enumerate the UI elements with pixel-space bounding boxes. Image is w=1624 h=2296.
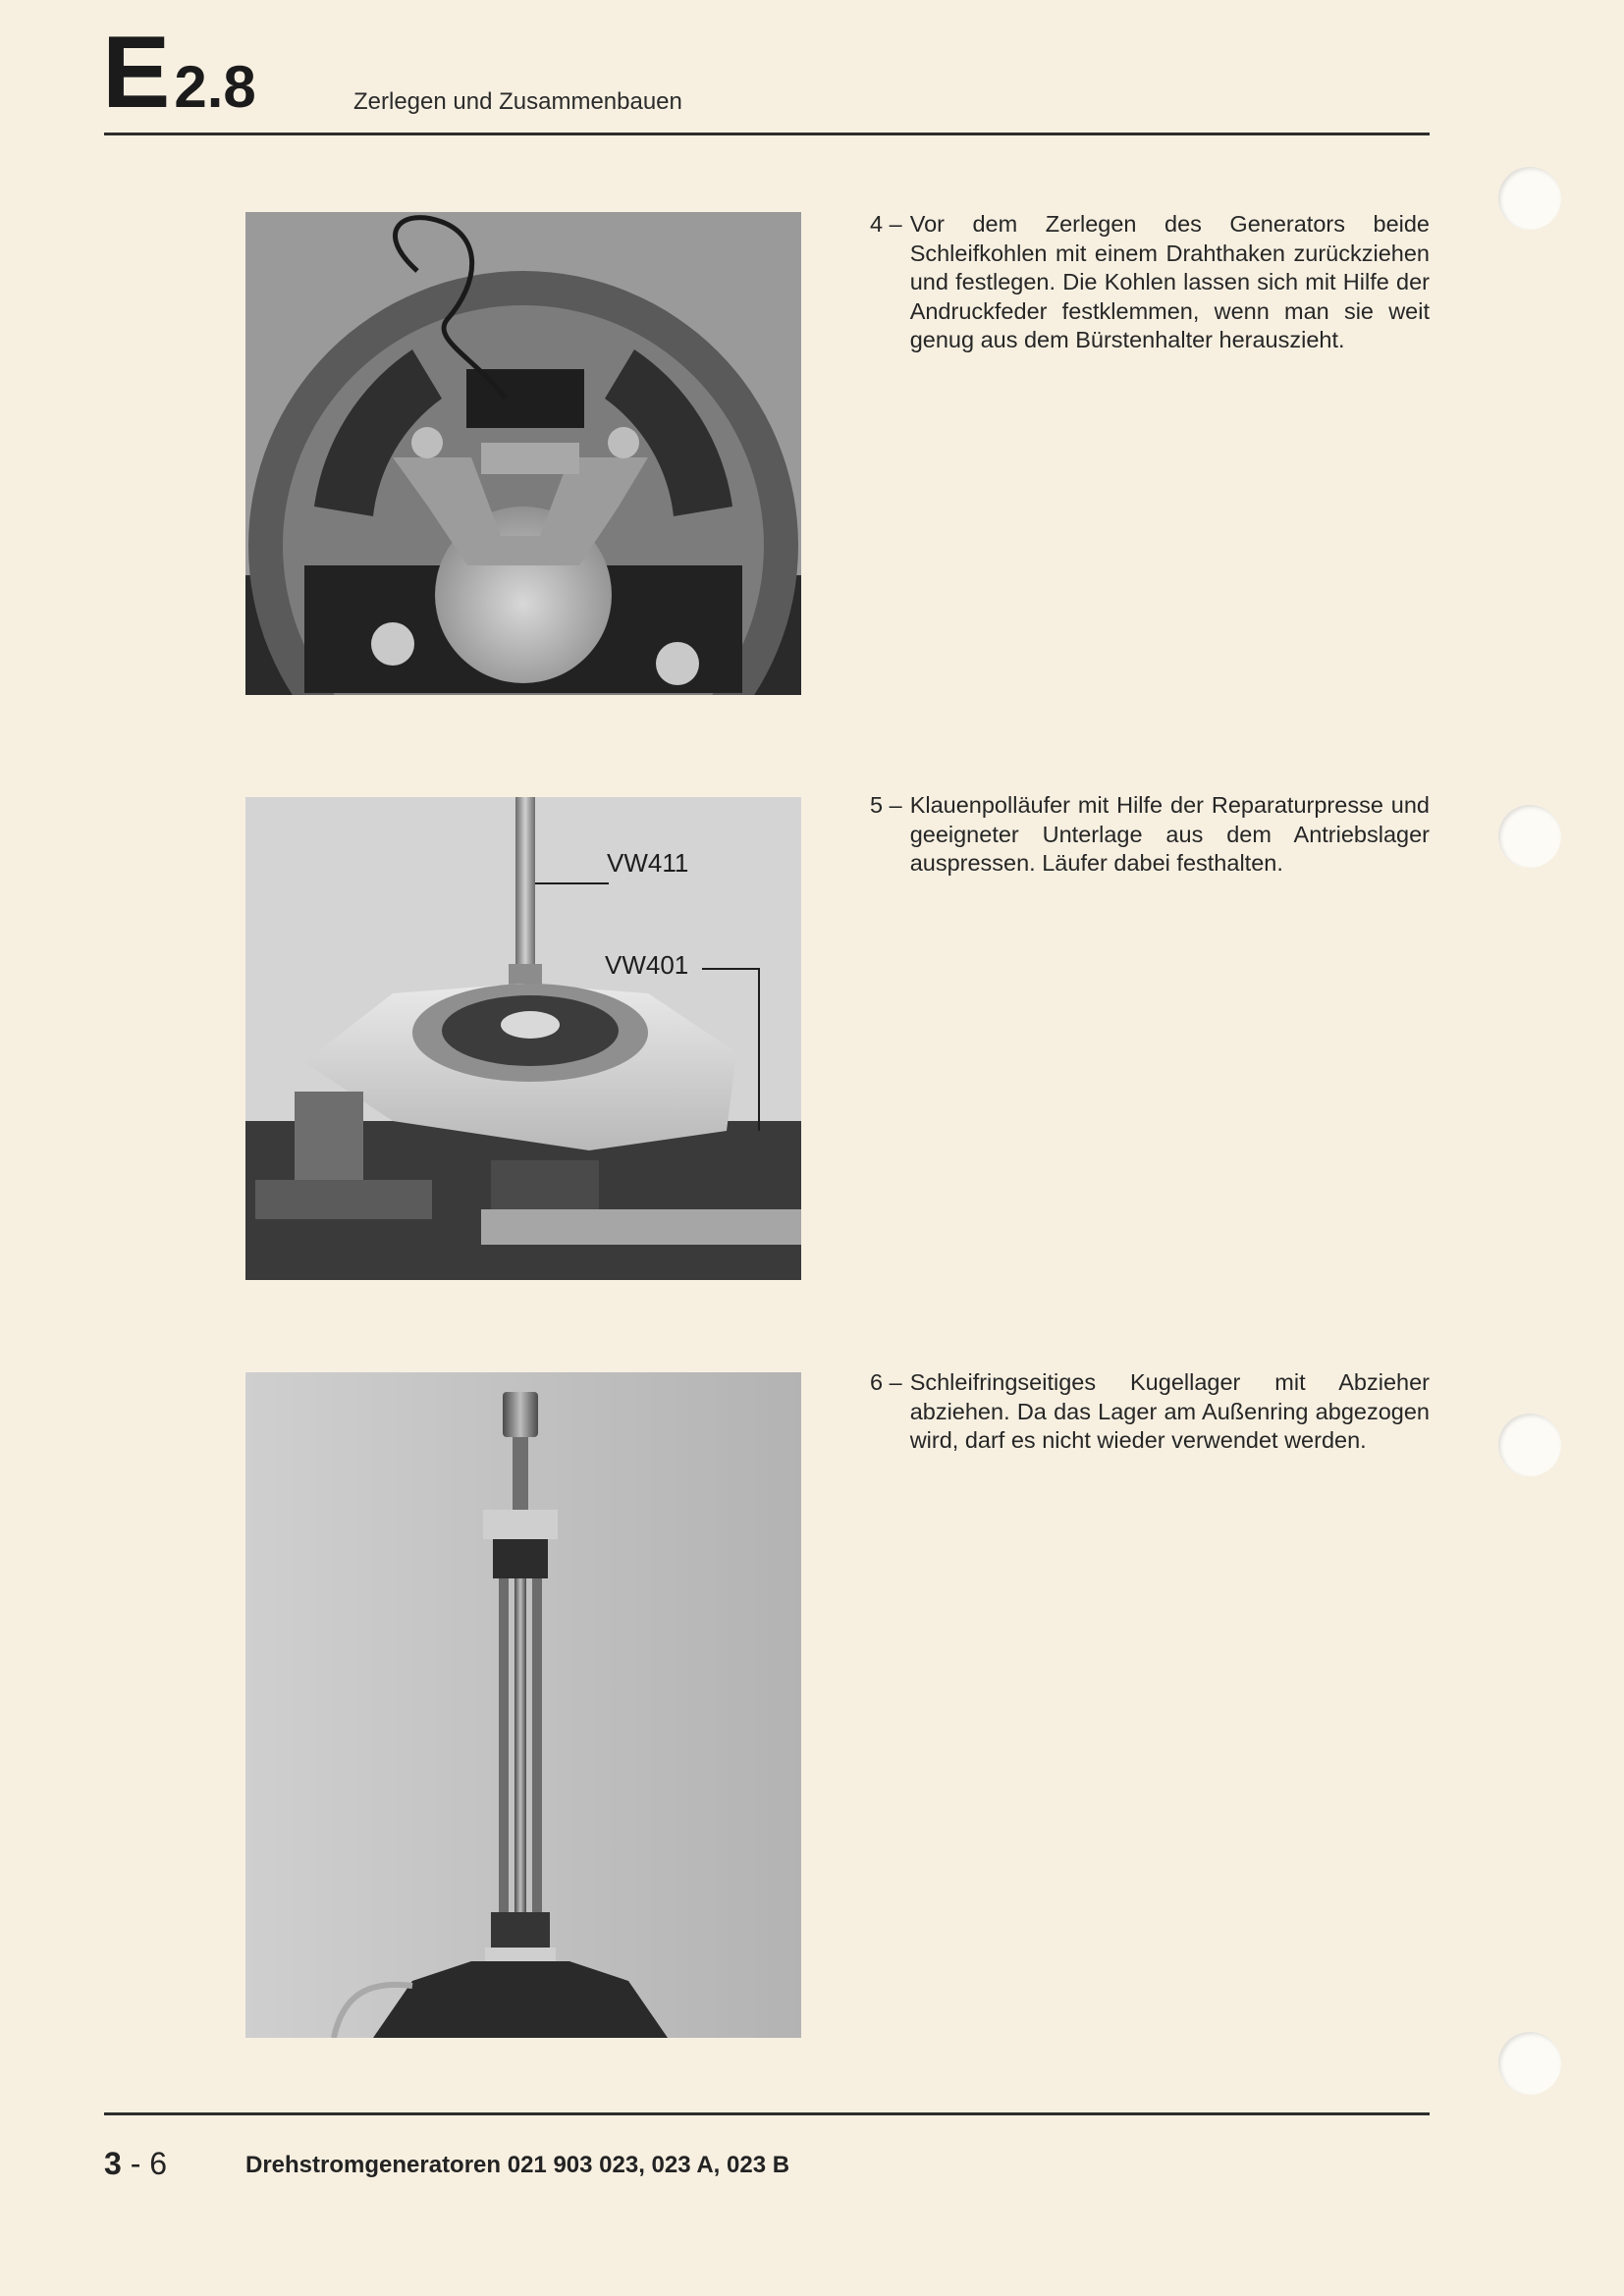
step-text: Vor dem Zerlegen des Generators beide Schleifkohlen mit einem Drahthaken zurückziehen und festlegen. Die Kohlen lassen sich mit Hilfe der Andruckfeder festklemmen, wenn man sie weit genug aus dem Bürstenhalter herauszieht. — [909, 211, 1430, 352]
step-number: 6 – — [870, 1369, 902, 1395]
step-text: Schleifringseitiges Kugellager mit Abzieher abziehen. Da das Lager am Außenring abgezogen wird, darf es nicht wieder verwendet werden. — [909, 1369, 1430, 1453]
tool-label-vw401: VW401 — [605, 950, 689, 980]
step-5 — [870, 791, 1430, 879]
step-number: 5 – — [870, 792, 902, 818]
footer-title: Drehstromgeneratoren 021 903 023, 023 A, 023 B — [245, 2152, 790, 2178]
page-title: Zerlegen und Zusammenbauen — [353, 88, 682, 115]
punch-hole — [1498, 167, 1561, 230]
tool-label-vw411: VW411 — [607, 848, 689, 878]
header-rule — [104, 133, 1430, 135]
page-number: 3 - 6 — [104, 2146, 168, 2181]
step-text: Klauenpolläufer mit Hilfe der Reparaturpresse und geeigneter Unterlage aus dem Antriebslager auspressen. Läufer dabei festhalten. — [909, 792, 1430, 876]
step-4 — [870, 210, 1430, 355]
punch-hole — [1498, 2032, 1561, 2095]
step-6 — [870, 1368, 1430, 1456]
section-code — [102, 16, 256, 130]
punch-hole — [1498, 805, 1561, 868]
photo-repair-press — [245, 797, 801, 1280]
step-number: 4 – — [870, 211, 902, 237]
section-letter: E — [102, 16, 169, 130]
photo-bearing-puller — [245, 1372, 801, 2038]
footer-rule — [104, 2112, 1430, 2115]
photo-generator-brush-holder — [245, 212, 801, 695]
punch-hole — [1498, 1414, 1561, 1476]
section-number: 2.8 — [174, 54, 256, 120]
